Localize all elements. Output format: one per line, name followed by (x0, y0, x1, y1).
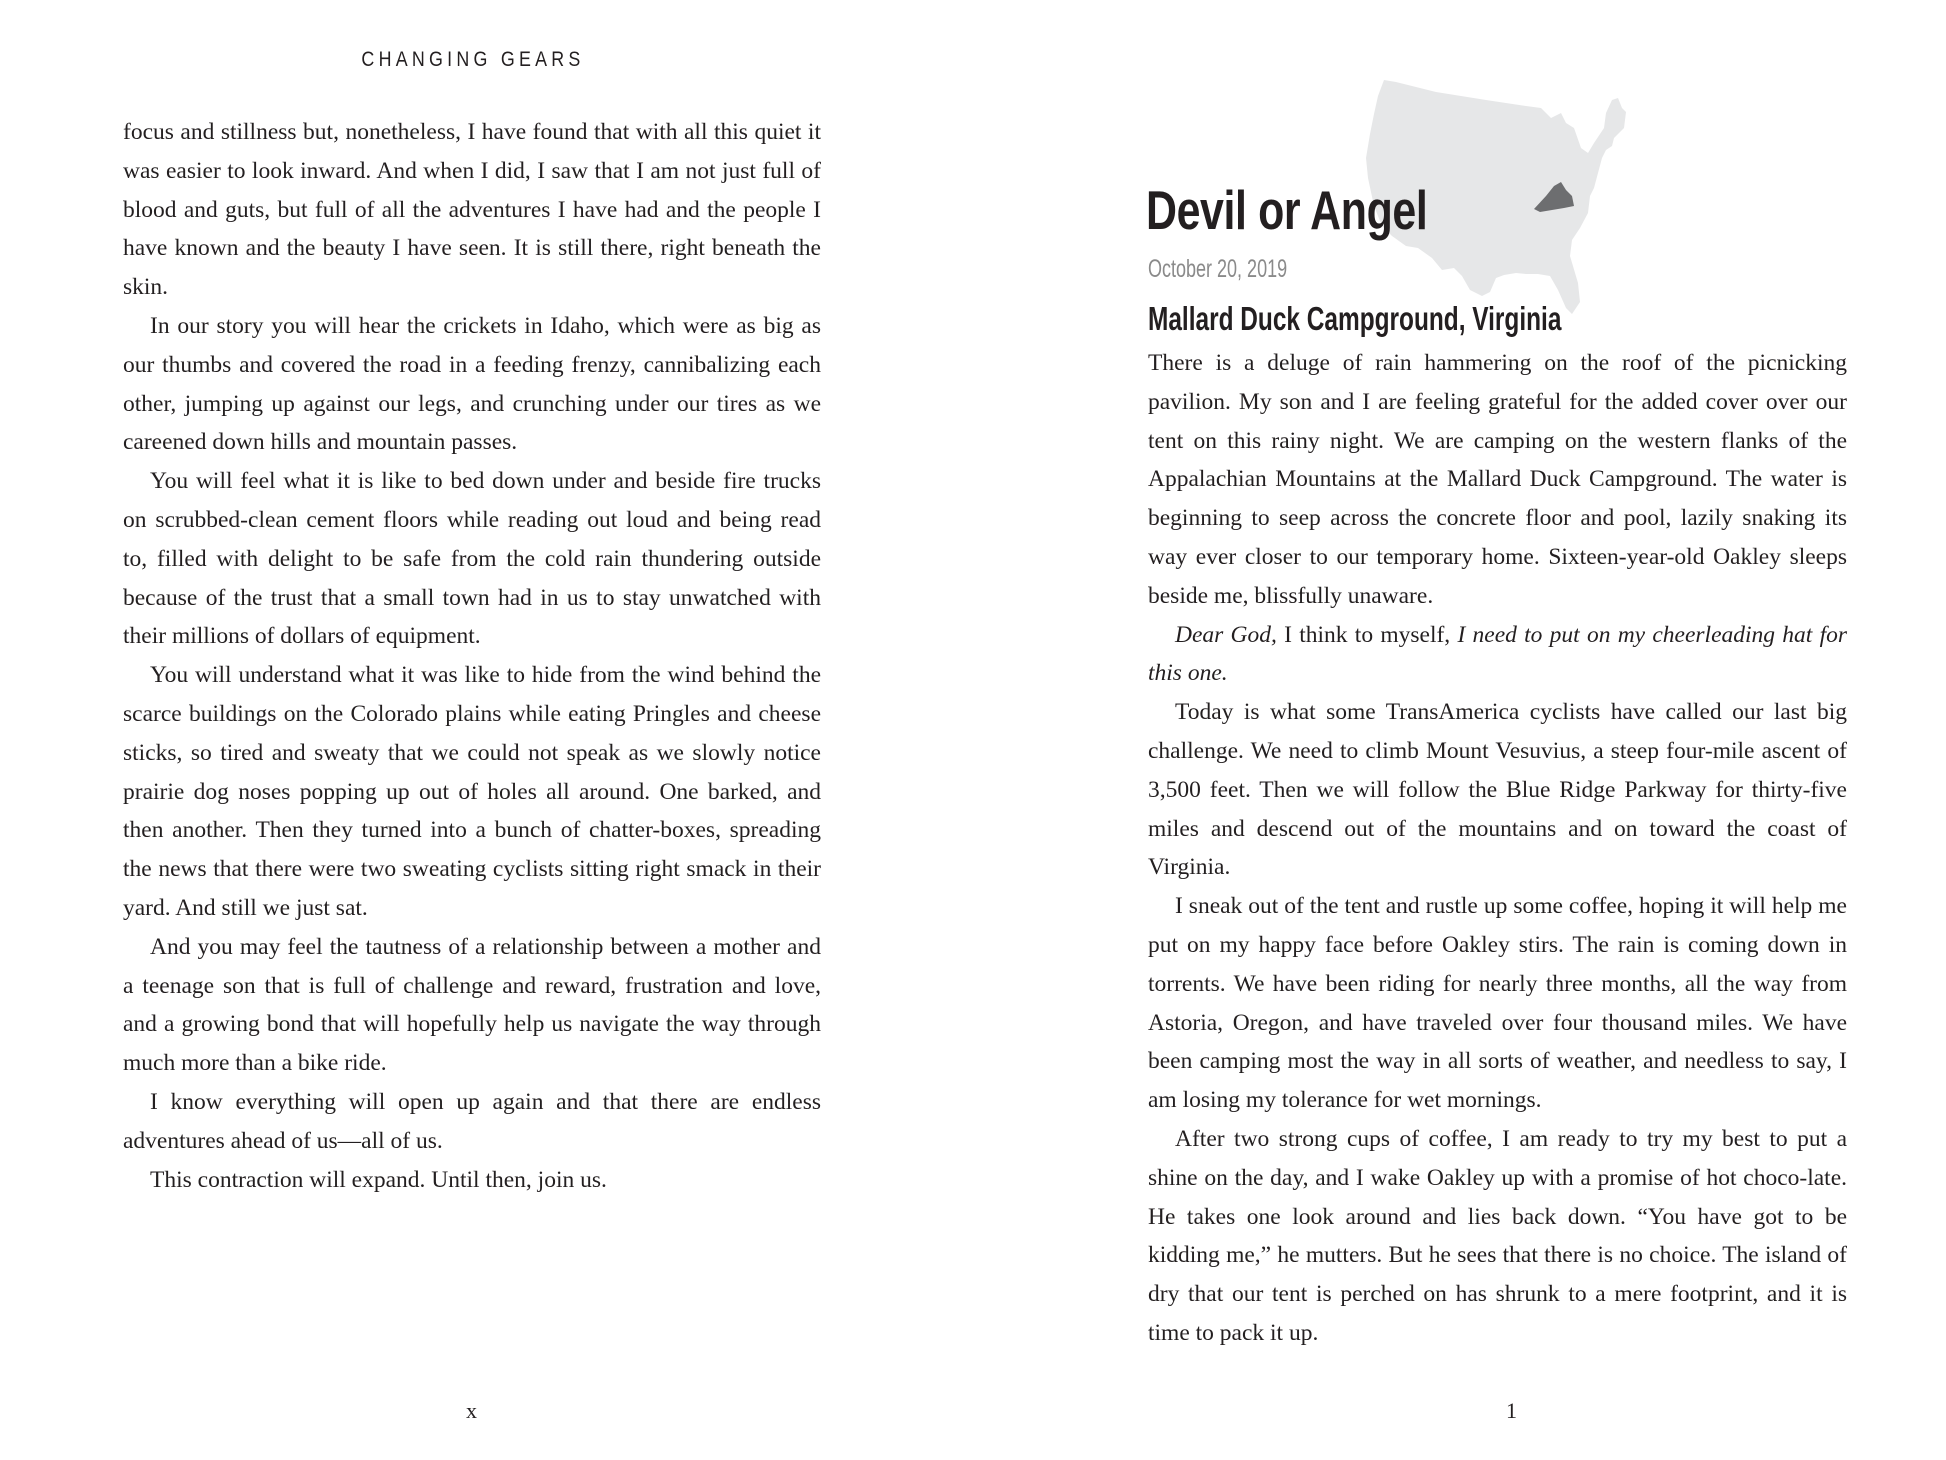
left-body-text (123, 113, 821, 1199)
italic-text: I need to put on my cheerleading hat for this one. (1148, 621, 1847, 687)
italic-text: Dear God, (1175, 621, 1277, 648)
page-number-right: 1 (1506, 1398, 1517, 1423)
paragraph: After two strong cups of coffee, I am ready to try my best to put a shine on the day, and I wake Oakley up with a promise of hot choco-late. He takes one look around and lies back down. “You have got to be kidding me,” he mutters. But he sees that there is no choice. The island of dry that our tent is perched on has shrunk to a mere footprint, and it is time to pack it up. (1148, 1125, 1847, 1346)
paragraph (1148, 616, 1847, 694)
right-body-text (1148, 344, 1847, 1353)
paragraph: I sneak out of the tent and rustle up some coffee, hoping it will help me put on my happy face before Oakley stirs. The rain is coming down in torrents. We have been riding for nearly three months, all the way from Astoria, Oregon, and have traveled over four thousand miles. We have been camping most the way in all sorts of weather, and needless to say, I am losing my tolerance for wet mornings. (1148, 893, 1847, 1114)
paragraph: This contraction will expand. Until then, join us. (150, 1166, 607, 1193)
chapter-title: Devil or Angel (1146, 179, 1428, 241)
page-number-left: x (466, 1398, 477, 1423)
running-head: CHANGING GEARS (361, 48, 585, 71)
paragraph: I know everything will open up again and that there are endless adventures ahead of us—all of us. (123, 1088, 821, 1154)
paragraph: focus and stillness but, nonetheless, I have found that with all this quiet it was easier to look inward. And when I did, I saw that I am not just full of blood and guts, but full of all the adventures I have had and the people I have known and the beauty I have seen. It is still there, right beneath the skin. (123, 119, 821, 301)
paragraph: There is a deluge of rain hammering on the roof of the picnicking pavilion. My son and I are feeling grateful for the added cover over our tent on this rainy night. We are camping on the western flanks of the Appalachian Mountains at the Mallard Duck Campground. The water is beginning to seep across the concrete floor and pool, lazily snaking its way ever closer to our temporary home. Sixteen-year-old Oakley sleeps beside me, blissfully unaware. (1148, 350, 1847, 609)
roman-text: I think to myself, (1276, 621, 1458, 648)
paragraph: Today is what some TransAmerica cyclists have called our last big challenge. We need to climb Mount Vesuvius, a steep four-mile ascent of 3,500 feet. Then we will follow the Blue Ridge Parkway for thirty-five miles and descend out of the mountains and on toward the coast of Virginia. (1148, 699, 1847, 881)
paragraph: You will feel what it is like to bed down under and beside fire trucks on scrubbed-clean cement floors while reading out loud and being read to, filled with delight to be safe from the cold rain thundering outside because of the trust that a small town had in us to stay unwatched with their millions of dollars of equipment. (123, 468, 821, 650)
paragraph: In our story you will hear the crickets in Idaho, which were as big as our thumbs and covered the road in a feeding frenzy, cannibalizing each other, jumping up against our legs, and crunching under our tires as we careened down hills and mountain passes. (123, 312, 821, 456)
chapter-date: October 20, 2019 (1148, 255, 1288, 283)
chapter-location: Mallard Duck Campground, Virginia (1148, 300, 1562, 337)
paragraph: You will understand what it was like to hide from the wind behind the scarce buildings on the Colorado plains while eating Pringles and cheese sticks, so tired and sweaty that we could not speak as we slowly notice prairie dog noses popping up out of holes all around. One barked, and then another. Then they turned into a bunch of chatter-boxes, spreading the news that there were two sweating cyclists sitting right smack in their yard. And still we just sat. (123, 662, 821, 921)
paragraph: And you may feel the tautness of a relationship between a mother and a teenage son that is full of challenge and reward, frustration and love, and a growing bond that will hopefully help us navigate the way through much more than a bike ride. (123, 933, 821, 1077)
